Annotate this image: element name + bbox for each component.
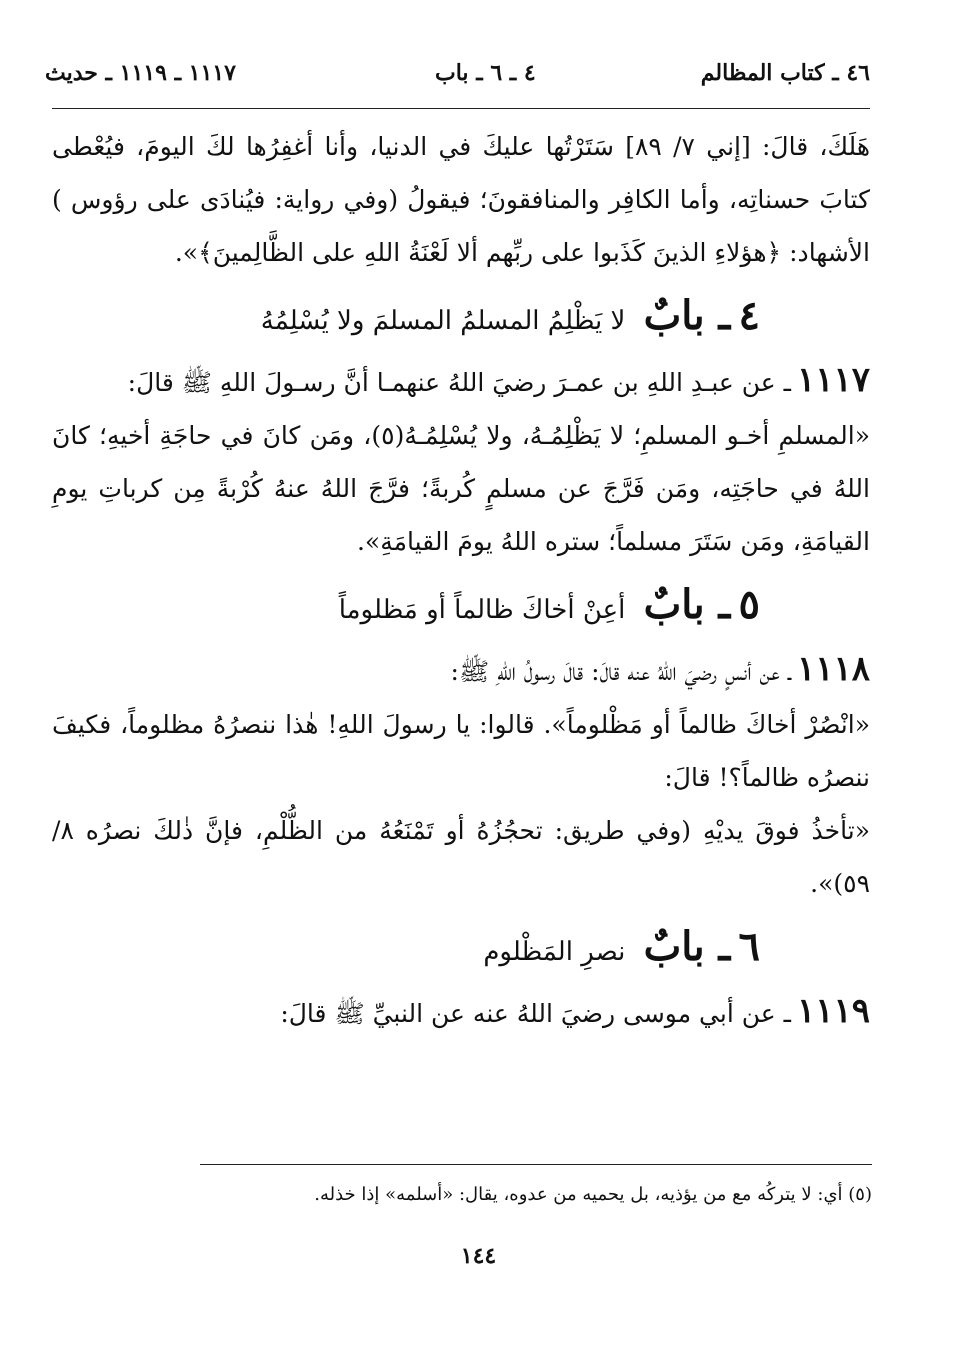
chapter-number: ٥ [738,581,760,628]
hadith-1117-intro [52,354,870,409]
hadith-1118-intro [52,643,870,698]
header-divider [52,108,870,109]
hadith-1118-text-part1: «انْصُرْ أخاكَ ظالماً أو مَظْلوماً». قالوا: يا رسولَ اللهِ! هٰذا ننصرُهُ مظلوماً، فكيفَ ننصرُه ظالماً؟! قالَ: [52,710,870,792]
hadith-number: ١١١٩ [796,991,870,1031]
chapter-number: ٤ [738,292,760,339]
hadith-isnad: ـ عن أنسٍ رضيَ اللهُ عنه قالَ: قالَ رسولُ اللهِ ﷺ: [450,657,791,686]
chapter-number: ٦ [738,923,760,970]
page-number: ١٤٤ [460,1243,497,1269]
chapter-title: أعِنْ أخاكَ ظالماً أو مَظلوماً [338,595,626,625]
footnote-divider [200,1164,872,1165]
chapter-label: ـ بابٌ [643,292,731,339]
header-hadith-range: ١١١٧ ـ ١١١٩ ـ حديث [45,60,236,86]
hadith-number: ١١١٧ [796,360,870,400]
chapter-title: لا يَظْلِمُ المسلمُ المسلمَ ولا يُسْلِمُهُ [260,306,626,336]
chapter-label: ـ بابٌ [643,923,731,970]
footnote: (٥) أي: لا يتركُه مع من يؤذيه، بل يحميه من عدوه، يقال: «أسلمه» إذا خذله. [314,1184,872,1205]
chapter-heading-6 [52,918,870,981]
paragraph-continuation: هَلَكَ، قالَ: [إني ٧/ ٨٩] سَتَرْتُها عليكَ في الدنيا، وأنا أغفِرُها لكَ اليومَ، فيُعْطى كتابَ حسناتِه، وأما الكافِر والمنافقونَ؛ فيقولُ (وفي رواية: فيُنادَى على رؤوس ) الأشهاد: ﴿هؤلاءِ الذينَ كَذَبوا على ربِّهم ألا لَعْنَةُ اللهِ على الظَّالِمينَ﴾». [52,132,871,267]
chapter-heading-4 [52,287,870,350]
main-text [52,120,870,1040]
running-header [45,60,870,100]
hadith-isnad: ـ عن عبـدِ اللهِ بن عمـرَ رضيَ اللهُ عنهمـا أنَّ رسـولَ اللهِ ﷺ قالَ: [127,368,791,397]
chapter-heading-5 [52,576,870,639]
hadith-1117-text: «المسلمِ أخـو المسلمِ؛ لا يَظْلِمُـهُ، ولا يُسْلِمُـهُ(٥)، ومَن كانَ في حاجَةِ أخيهِ؛ كانَ اللهُ في حاجَتِه، ومَن فَرَّجَ عن مسلمٍ كُربةً؛ فرَّجَ اللهُ عنهُ كُرْبةً مِن كرباتِ يومِ القيامَةِ، ومَن سَتَرَ مسلماً؛ ستره اللهُ يومَ القيامَةِ». [52,421,870,556]
hadith-1119-intro [52,985,870,1040]
header-book-title: ٤٦ ـ كتاب المظالم [700,60,870,86]
chapter-label: ـ بابٌ [643,581,731,628]
chapter-title: نصرِ المَظْلوم [483,937,626,967]
hadith-number: ١١١٨ [796,649,870,689]
header-chapter-range: ٤ ـ ٦ ـ باب [435,60,536,86]
hadith-isnad: ـ عن أبي موسى رضيَ اللهُ عنه عن النبيِّ ﷺ قالَ: [280,999,791,1028]
hadith-1118-text-part2: «تأخذُ فوقَ يديْهِ (وفي طريق: تحجُزُهُ أو تَمْنَعُهُ من الظُّلْمِ، فإنَّ ذٰلكَ نصرُه ٨/ ٥٩)». [52,816,870,898]
